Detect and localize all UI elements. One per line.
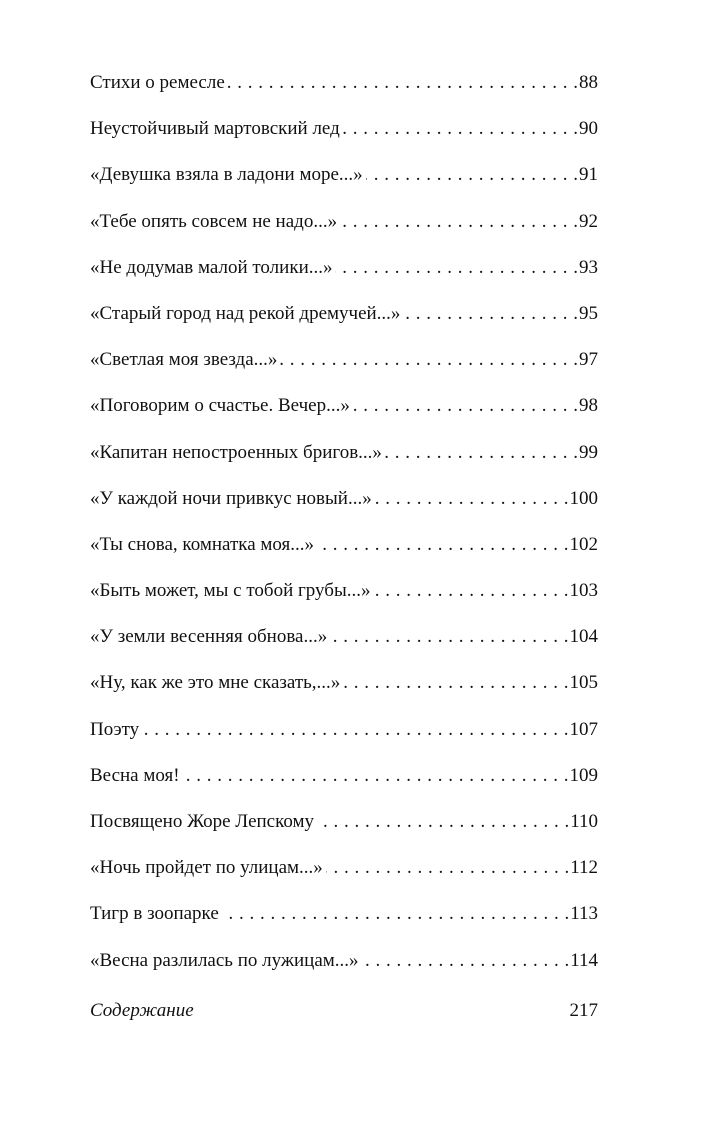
toc-entry-page: 102 — [569, 533, 598, 555]
table-of-contents — [90, 60, 598, 984]
toc-entry-page: 93 — [579, 256, 598, 278]
running-footer-title: Содержание — [90, 1000, 194, 1021]
dot-leader — [385, 430, 578, 476]
toc-entry-title: «У каждой ночи привкус новый...» — [90, 487, 372, 509]
toc-entry-title: «Старый город над рекой дремучей...» — [90, 302, 401, 324]
toc-entry — [90, 106, 598, 152]
toc-entry-title: «У земли весенняя обнова...» — [90, 626, 328, 648]
dot-leader — [335, 245, 578, 291]
toc-entry — [90, 60, 598, 106]
toc-entry-page: 95 — [579, 302, 598, 324]
toc-entry-title: «Ночь пройдет по улицам...» — [90, 857, 323, 879]
toc-entry-page: 104 — [569, 626, 598, 648]
toc-entry-page: 107 — [569, 718, 598, 740]
toc-entry-page: 91 — [579, 164, 598, 186]
toc-entry — [90, 383, 598, 429]
toc-entry-title: «Светлая моя звезда...» — [90, 349, 278, 371]
toc-entry — [90, 291, 598, 337]
toc-entry-page: 103 — [569, 580, 598, 602]
toc-entry — [90, 753, 598, 799]
dot-leader — [373, 568, 568, 614]
toc-entry-page: 90 — [579, 118, 598, 140]
dot-leader — [280, 337, 578, 383]
toc-entry-title: Весна моя! — [90, 764, 180, 786]
toc-entry-page: 92 — [579, 210, 598, 232]
toc-entry-title: «Быть может, мы с тобой грубы...» — [90, 580, 371, 602]
toc-entry-page: 110 — [570, 811, 598, 832]
dot-leader — [183, 753, 569, 799]
dot-leader — [343, 660, 568, 706]
toc-entry-page: 109 — [569, 764, 598, 786]
toc-entry-page: 114 — [570, 949, 598, 971]
toc-entry-title: Стихи о ремесле — [90, 72, 225, 93]
toc-entry — [90, 430, 598, 476]
toc-entry-page: 98 — [579, 395, 598, 417]
dot-leader — [222, 891, 569, 937]
toc-entry-title: «Тебе опять совсем не надо...» — [90, 210, 338, 232]
dot-leader — [366, 152, 578, 198]
toc-entry-title: Тигр в зоопарке — [90, 903, 219, 925]
dot-leader — [317, 799, 569, 845]
toc-entry — [90, 891, 598, 937]
dot-leader — [317, 522, 568, 568]
toc-entry — [90, 522, 598, 568]
toc-entry-title: «Поговорим о счастье. Вечер...» — [90, 395, 350, 417]
toc-entry-title: «Ты снова, комнатка моя...» — [90, 533, 315, 555]
toc-entry-page: 112 — [570, 857, 598, 879]
dot-leader — [343, 106, 578, 152]
dot-leader — [340, 199, 578, 245]
dot-leader — [353, 383, 578, 429]
toc-entry — [90, 199, 598, 245]
toc-entry — [90, 245, 598, 291]
toc-entry — [90, 152, 598, 198]
toc-entry-title: «Не додумав малой толики...» — [90, 256, 333, 278]
toc-entry-page: 105 — [569, 672, 598, 694]
toc-entry — [90, 707, 598, 753]
toc-entry — [90, 938, 598, 984]
toc-entry-title: Посвящено Жоре Лепскому — [90, 811, 315, 832]
page-number: 217 — [569, 1000, 598, 1021]
toc-entry — [90, 799, 598, 845]
dot-leader — [142, 707, 568, 753]
toc-entry — [90, 476, 598, 522]
toc-entry-page: 88 — [579, 72, 598, 93]
toc-entry-title: «Ну, как же это мне сказать,...» — [90, 672, 341, 694]
toc-entry — [90, 337, 598, 383]
toc-entry-title: «Капитан непостроенных бригов...» — [90, 441, 382, 463]
dot-leader — [403, 291, 578, 337]
toc-entry-title: Неустойчивый мартовский лед — [90, 118, 340, 140]
toc-entry-title: Поэту — [90, 718, 140, 740]
toc-entry — [90, 568, 598, 614]
dot-leader — [228, 60, 578, 106]
toc-entry-page: 100 — [569, 487, 598, 509]
page-footer — [90, 1000, 598, 1022]
toc-entry-page: 99 — [579, 441, 598, 463]
toc-entry — [90, 660, 598, 706]
toc-entry-page: 97 — [579, 349, 598, 371]
toc-entry-page: 113 — [570, 903, 598, 925]
toc-entry — [90, 614, 598, 660]
dot-leader — [330, 614, 568, 660]
dot-leader — [326, 845, 569, 891]
toc-entry-title: «Весна разлилась по лужицам...» — [90, 949, 359, 971]
dot-leader — [362, 938, 570, 984]
toc-entry — [90, 845, 598, 891]
toc-list — [90, 60, 598, 984]
toc-entry-title: «Девушка взяла в ладони море...» — [90, 164, 363, 186]
dot-leader — [375, 476, 569, 522]
